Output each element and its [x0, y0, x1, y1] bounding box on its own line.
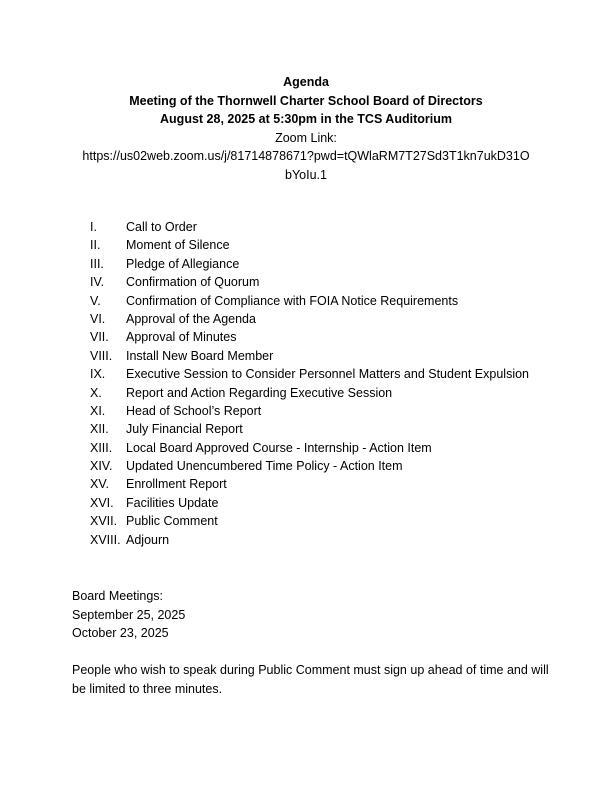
agenda-item	[90, 236, 529, 254]
agenda-item-number: VIII.	[90, 348, 113, 363]
agenda-item	[90, 292, 529, 310]
agenda-item-label: Install New Board Member	[126, 348, 274, 363]
agenda-item	[90, 475, 529, 493]
agenda-item-label: Pledge of Allegiance	[126, 256, 240, 271]
agenda-item-label: Call to Order	[126, 220, 197, 234]
agenda-item-label: Confirmation of Quorum	[126, 275, 260, 290]
agenda-item-label: July Financial Report	[126, 422, 243, 437]
agenda-item	[90, 328, 529, 346]
agenda-item	[90, 457, 529, 475]
agenda-item-label: Public Comment	[126, 514, 218, 529]
agenda-item	[90, 365, 529, 383]
agenda-item	[90, 439, 529, 457]
meeting-name: Meeting of the Thornwell Charter School Board of Directors	[129, 93, 483, 108]
agenda-item	[90, 218, 529, 236]
agenda-item	[90, 402, 529, 420]
agenda-item-number: VII.	[90, 330, 109, 345]
agenda-item-number: IX.	[90, 367, 106, 382]
agenda-item-number: II.	[90, 238, 101, 253]
agenda-item	[90, 310, 529, 328]
agenda-item-number: V.	[90, 293, 101, 308]
agenda-item-label: Confirmation of Compliance with FOIA Notice Requirements	[126, 293, 459, 308]
agenda-item-number: I.	[90, 220, 97, 234]
agenda-item-label: Executive Session to Consider Personnel Matters and Student Expulsion	[126, 367, 530, 382]
agenda-list	[90, 218, 529, 549]
agenda-item-number: VI.	[90, 311, 106, 326]
agenda-item-number: III.	[90, 256, 104, 271]
agenda-item-label: Report and Action Regarding Executive Session	[126, 385, 393, 400]
agenda-item	[90, 273, 529, 291]
agenda-item-label: Facilities Update	[126, 495, 219, 510]
agenda-item-label: Adjourn	[126, 532, 170, 547]
agenda-item-number: XVIII.	[90, 532, 121, 547]
agenda-item	[90, 255, 529, 273]
agenda-item-number: X.	[90, 385, 102, 400]
agenda-item-number: XIII.	[90, 440, 113, 455]
agenda-item-number: XV.	[90, 477, 110, 492]
agenda-item	[90, 384, 529, 402]
zoom-link-line-2[interactable]: bYoIu.1	[285, 167, 327, 182]
board-meeting-date: September 25, 2025	[72, 607, 186, 622]
agenda-item-number: XII.	[90, 422, 109, 437]
agenda-item-label: Approval of the Agenda	[126, 311, 256, 326]
agenda-item-label: Local Board Approved Course - Internship - Action Item	[126, 440, 432, 455]
agenda-item-number: XVII.	[90, 514, 118, 529]
agenda-item	[90, 347, 529, 365]
zoom-link-line-1[interactable]: https://us02web.zoom.us/j/81714878671?pwd=tQWlaRM7T27Sd3T1kn7ukD31O	[82, 149, 530, 163]
agenda-title: Agenda	[283, 75, 329, 89]
agenda-item-number: XIV.	[90, 459, 113, 474]
agenda-item-label: Updated Unencumbered Time Policy - Action Item	[126, 459, 403, 474]
agenda-item	[90, 494, 529, 512]
zoom-label: Zoom Link:	[275, 130, 337, 145]
agenda-item-number: XI.	[90, 403, 106, 418]
agenda-item-label: Moment of Silence	[126, 238, 230, 253]
agenda-item-number: IV.	[90, 275, 105, 290]
agenda-item-label: Approval of Minutes	[126, 330, 237, 345]
agenda-item-label: Enrollment Report	[126, 477, 227, 492]
agenda-item-label: Head of School’s Report	[126, 403, 262, 418]
board-meeting-date: October 23, 2025	[72, 626, 169, 640]
agenda-header	[60, 73, 552, 184]
agenda-item	[90, 512, 529, 530]
agenda-item	[90, 531, 529, 549]
meeting-date-location: August 28, 2025 at 5:30pm in the TCS Auditorium	[160, 112, 452, 126]
board-meetings-section	[72, 587, 185, 643]
agenda-item-number: XVI.	[90, 495, 114, 510]
public-comment-note: People who wish to speak during Public Comment must sign up ahead of time and will be limited to three minutes.	[72, 663, 549, 696]
agenda-item	[90, 420, 529, 438]
board-meetings-heading: Board Meetings:	[72, 589, 164, 603]
